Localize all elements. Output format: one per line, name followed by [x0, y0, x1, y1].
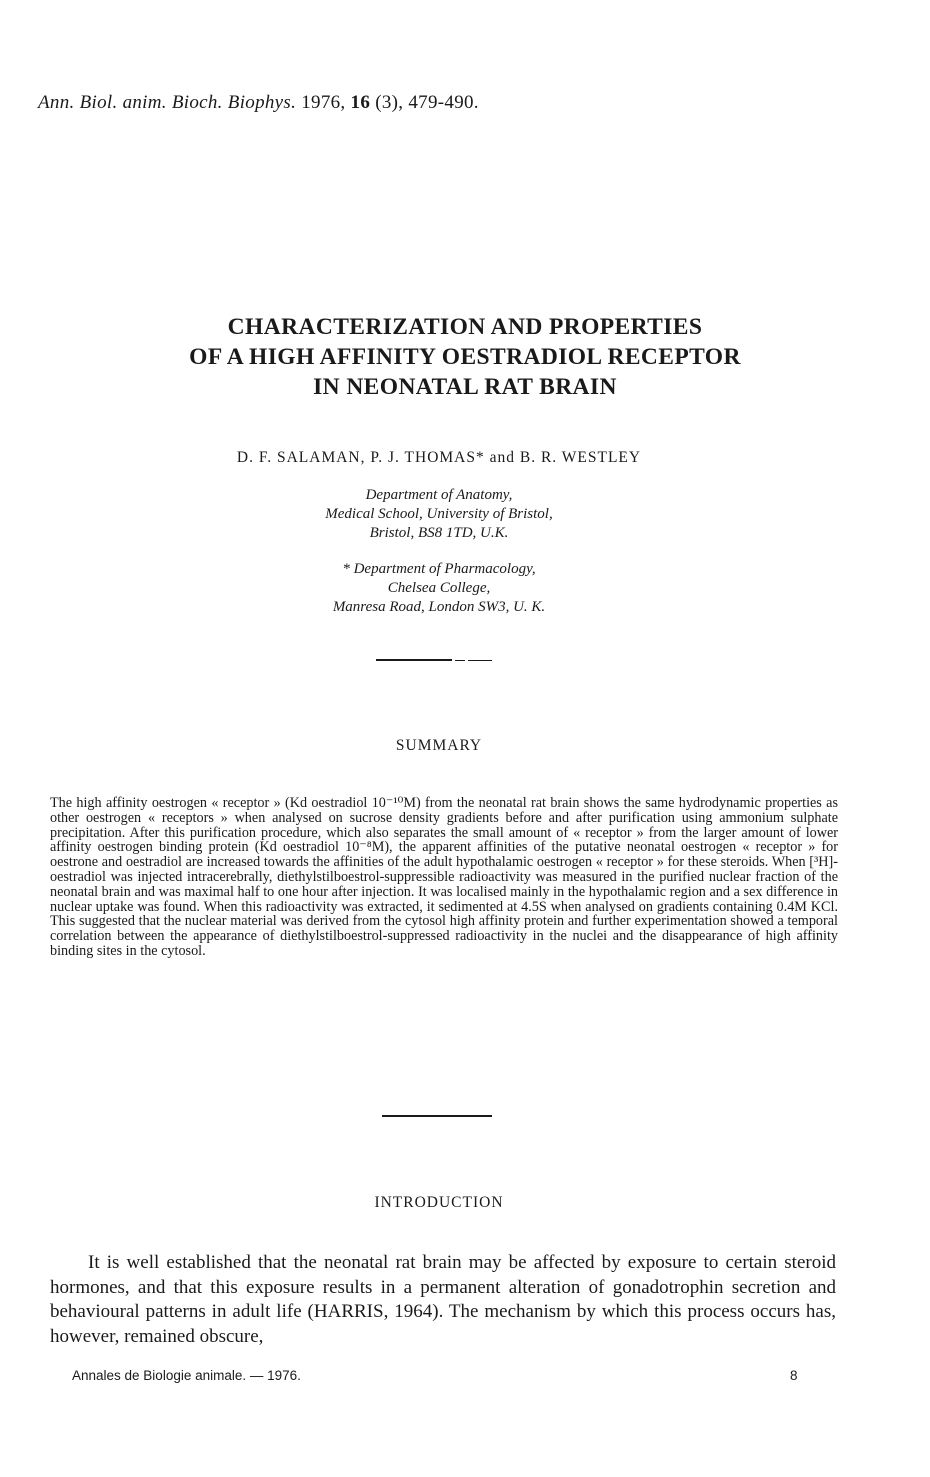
affiliation-2-line-2: Chelsea College, — [387, 580, 491, 596]
summary-paragraph: The high affinity oestrogen « receptor » (Kd oestradiol 10⁻¹⁰M) from the neonatal rat brain shows the same hydrodynamic properties as other oestrogen « receptors » when analysed on sucrose density gradients before and after purification using ammonium sulphate precipitation. After this purification procedure, which also separates the small amount of « receptor » from the larger amount of lower affinity oestrogen binding protein (Kd oestradiol 10⁻⁸M), the apparent affinities of the putative neonatal oestrogen « receptor » for oestrone and oestradiol are increased towards the affinities of the adult hypothalamic oestrogen « receptor » for these steroids. When [³H]-oestradiol was injected intracerebrally, diethylstilboestrol-suppressible radioactivity was measured in the purified nuclear fraction of the neonatal brain and was maximal half to one hour after injection. It was localised mainly in the hypothalamic region and a sex difference in nuclear uptake was found. When this radioactivity was extracted, it sedimented at 4.5S when analysed on gradients containing 0.4M KCl. This suggested that the nuclear material was derived from the cytosol high affinity protein and further experimentation showed a temporal correlation between the appearance of diethylstilboestrol-suppressed radioactivity in the nuclei and the disappearance of high affinity binding sites in the cytosol. — [50, 795, 838, 959]
separator-rule-dash — [468, 660, 492, 661]
journal-year: 1976, — [301, 92, 346, 113]
journal-issue: (3), — [375, 92, 404, 113]
affiliation-1-line-2: Medical School, University of Bristol, — [325, 506, 553, 522]
separator-rule-dash — [455, 660, 465, 661]
summary-heading: SUMMARY — [395, 737, 483, 754]
affiliation-2-line-3: Manresa Road, London SW3, U. K. — [332, 599, 546, 615]
affiliation-chelsea — [0, 560, 878, 617]
journal-volume: 16 — [350, 92, 371, 113]
affiliation-1-line-3: Bristol, BS8 1TD, U.K. — [369, 525, 509, 541]
authors: D. F. SALAMAN, P. J. THOMAS* and B. R. WESTLEY — [236, 449, 642, 466]
page-number: 8 — [790, 1368, 798, 1383]
footer-journal: Annales de Biologie animale. — 1976. — [72, 1368, 301, 1383]
journal-reference — [38, 92, 479, 114]
title-line-3: IN NEONATAL RAT BRAIN — [313, 374, 617, 400]
paper-title — [0, 312, 930, 402]
affiliation-bristol — [0, 486, 878, 543]
title-line-2: OF A HIGH AFFINITY OESTRADIOL RECEPTOR — [189, 344, 741, 370]
introduction-heading: INTRODUCTION — [374, 1194, 504, 1211]
separator-rule — [376, 659, 452, 661]
journal-name: Ann. Biol. anim. Bioch. Biophys. — [38, 92, 297, 113]
title-line-1: CHARACTERIZATION AND PROPERTIES — [227, 314, 703, 340]
affiliation-2-line-1: * Department of Pharmacology, — [342, 561, 536, 577]
affiliation-1-line-1: Department of Anatomy, — [365, 487, 513, 503]
journal-pages: 479-490. — [408, 92, 479, 113]
section-divider — [382, 1115, 492, 1117]
introduction-paragraph: It is well established that the neonatal rat brain may be affected by exposure to certain steroid hormones, and that this exposure results in a permanent alteration of gonadotrophin secretion and behavioural patterns in adult life (HARRIS, 1964). The mechanism by which this process occurs has, however, remained obscure, — [50, 1252, 836, 1347]
